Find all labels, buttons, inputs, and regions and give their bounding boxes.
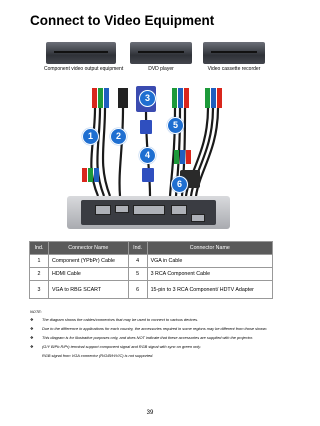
device-label-dvd: DVD player: [148, 66, 174, 72]
note-text: This diagram is for illustrative purposes only, and does NOT indicate that these accessories are supplied with the projector.: [42, 335, 254, 340]
table-header-row: [30, 242, 273, 255]
note-item: [30, 335, 275, 341]
bullet-icon: ❖: [30, 317, 34, 322]
callout-1: 1: [82, 128, 99, 145]
callout-4: 4: [139, 147, 156, 164]
note-item: [30, 344, 275, 350]
note-text: The diagram shows the cables/connectors that may be used to connect to various devices.: [42, 317, 199, 322]
note-text: (G/Y B/Pb R/Pr) terminal support component signal and RGB signal with sync on green only.: [42, 344, 202, 349]
vga-port: [95, 205, 111, 215]
table-cell: 4: [128, 255, 147, 268]
rca-plugs-top: [92, 88, 222, 108]
projector-rear-panel: [67, 196, 230, 229]
header-ind-1: Ind.: [30, 242, 49, 255]
table-row: [30, 268, 273, 281]
table-cell: 1: [30, 255, 49, 268]
table-cell: Component (YPbPr) Cable: [49, 255, 129, 268]
component-port: [133, 205, 165, 215]
vga-plug-bottom: [142, 168, 154, 182]
callout-2: 2: [110, 128, 127, 145]
hdmi-port: [115, 205, 129, 213]
note-item-continued: [30, 353, 275, 359]
notes-section: [30, 309, 275, 359]
callout-3: 3: [139, 90, 156, 107]
device-label-vcr: Video cassette recorder: [207, 66, 261, 72]
table-cell: 5: [128, 268, 147, 281]
note-item: [30, 326, 275, 332]
table-cell: 3: [30, 281, 49, 299]
table-cell: VGA to RBG SCART: [49, 281, 129, 299]
device-label-component: Component video output equipment: [44, 66, 124, 72]
bullet-icon: ❖: [30, 326, 34, 331]
bullet-icon: ❖: [30, 344, 34, 349]
header-connector-name-1: Connector Name: [49, 242, 129, 255]
callout-6: 6: [171, 176, 188, 193]
bullet-icon: ❖: [30, 335, 34, 340]
note-text: RGB signal from VGA connector (R/G/B/H/V/C) is not supported.: [42, 353, 154, 358]
callout-5: 5: [167, 117, 184, 134]
page-title: Connect to Video Equipment: [30, 13, 215, 28]
table-cell: VGA in Cable: [147, 255, 272, 268]
vga-plug-mid: [140, 120, 152, 134]
table-row: [30, 255, 273, 268]
notes-heading: NOTE:: [30, 309, 42, 314]
table-cell: 2: [30, 268, 49, 281]
connector-table: [29, 241, 273, 299]
note-item: [30, 317, 275, 323]
note-text: Due to the difference in applications for each country, the accessories required in some regions may be different from those shown.: [42, 326, 268, 331]
vga-port-2: [171, 205, 187, 215]
table-cell: 3 RCA Component Cable: [147, 268, 272, 281]
table-row: [30, 281, 273, 299]
table-cell: 15-pin to 3 RCA Component/ HDTV Adapter: [147, 281, 272, 299]
page-number: 39: [146, 410, 154, 416]
header-ind-2: Ind.: [128, 242, 147, 255]
table-cell: 6: [128, 281, 147, 299]
header-connector-name-2: Connector Name: [147, 242, 272, 255]
audio-port: [191, 214, 205, 222]
hdmi-plug-top: [118, 88, 128, 108]
table-cell: HDMI Cable: [49, 268, 129, 281]
